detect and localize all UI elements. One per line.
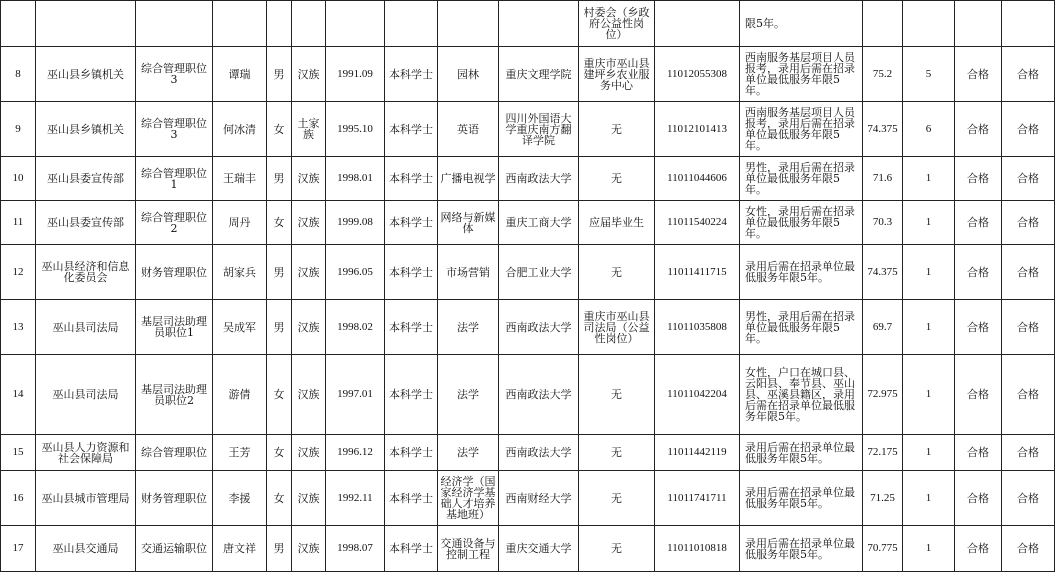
exam-number-cell: 11011442119 <box>655 435 740 471</box>
education-cell: 本科学士 <box>385 355 438 435</box>
education-cell: 本科学士 <box>385 47 438 102</box>
remark-cell: 录用后需在招录单位最低服务年限5年。 <box>740 245 863 300</box>
education-cell: 本科学士 <box>385 245 438 300</box>
candidate-name-cell <box>213 1 267 47</box>
physical-result-cell: 合格 <box>955 47 1002 102</box>
ethnicity-cell: 汉族 <box>292 201 326 245</box>
row-number-cell: 12 <box>1 245 36 300</box>
work-unit-cell: 无 <box>579 102 655 157</box>
rank-cell <box>903 1 955 47</box>
gender-cell: 男 <box>267 526 292 572</box>
unit-name-cell: 巫山县经济和信息化委员会 <box>36 245 136 300</box>
education-cell: 本科学士 <box>385 435 438 471</box>
education-cell: 本科学士 <box>385 526 438 572</box>
inspection-result-cell: 合格 <box>1002 102 1055 157</box>
total-score-cell: 70.3 <box>863 201 903 245</box>
total-score-cell: 72.975 <box>863 355 903 435</box>
education-cell: 本科学士 <box>385 102 438 157</box>
table-row <box>1 245 1055 300</box>
rank-cell: 1 <box>903 157 955 201</box>
table-row <box>1 471 1055 526</box>
major-cell: 法学 <box>438 355 499 435</box>
rank-cell: 1 <box>903 201 955 245</box>
ethnicity-cell: 汉族 <box>292 471 326 526</box>
row-number-cell: 17 <box>1 526 36 572</box>
ethnicity-cell: 汉族 <box>292 300 326 355</box>
remark-cell: 女性，录用后需在招录单位最低服务年限5年。 <box>740 201 863 245</box>
position-name-cell: 综合管理职位1 <box>136 157 213 201</box>
inspection-result-cell: 合格 <box>1002 245 1055 300</box>
unit-name-cell: 巫山县乡镇机关 <box>36 102 136 157</box>
rank-cell: 1 <box>903 355 955 435</box>
unit-name-cell: 巫山县人力资源和社会保障局 <box>36 435 136 471</box>
physical-result-cell: 合格 <box>955 102 1002 157</box>
ethnicity-cell: 汉族 <box>292 47 326 102</box>
gender-cell: 女 <box>267 201 292 245</box>
position-name-cell: 综合管理职位 <box>136 435 213 471</box>
unit-name-cell: 巫山县司法局 <box>36 355 136 435</box>
work-unit-cell: 无 <box>579 157 655 201</box>
birth-date-cell: 1995.10 <box>326 102 385 157</box>
major-cell: 广播电视学 <box>438 157 499 201</box>
rank-cell: 1 <box>903 300 955 355</box>
school-cell: 西南政法大学 <box>499 435 579 471</box>
row-number-cell: 11 <box>1 201 36 245</box>
work-unit-cell: 村委会（乡政府公益性岗位） <box>579 1 655 47</box>
major-cell <box>438 1 499 47</box>
table-row <box>1 355 1055 435</box>
inspection-result-cell: 合格 <box>1002 435 1055 471</box>
table-row <box>1 300 1055 355</box>
inspection-result-cell: 合格 <box>1002 355 1055 435</box>
ethnicity-cell: 汉族 <box>292 245 326 300</box>
major-cell: 网络与新媒体 <box>438 201 499 245</box>
unit-name-cell <box>36 1 136 47</box>
candidate-name-cell: 胡家兵 <box>213 245 267 300</box>
unit-name-cell: 巫山县交通局 <box>36 526 136 572</box>
birth-date-cell: 1997.01 <box>326 355 385 435</box>
exam-number-cell: 11011741711 <box>655 471 740 526</box>
total-score-cell <box>863 1 903 47</box>
inspection-result-cell: 合格 <box>1002 201 1055 245</box>
gender-cell: 女 <box>267 102 292 157</box>
physical-result-cell: 合格 <box>955 526 1002 572</box>
physical-result-cell: 合格 <box>955 355 1002 435</box>
exam-number-cell: 11011411715 <box>655 245 740 300</box>
row-number-cell: 13 <box>1 300 36 355</box>
table-row <box>1 526 1055 572</box>
total-score-cell: 71.25 <box>863 471 903 526</box>
ethnicity-cell: 汉族 <box>292 526 326 572</box>
birth-date-cell: 1992.11 <box>326 471 385 526</box>
exam-number-cell <box>655 1 740 47</box>
gender-cell <box>267 1 292 47</box>
school-cell: 重庆文理学院 <box>499 47 579 102</box>
inspection-result-cell: 合格 <box>1002 157 1055 201</box>
position-name-cell: 基层司法助理员职位2 <box>136 355 213 435</box>
work-unit-cell: 无 <box>579 355 655 435</box>
total-score-cell: 75.2 <box>863 47 903 102</box>
total-score-cell: 70.775 <box>863 526 903 572</box>
birth-date-cell: 1998.07 <box>326 526 385 572</box>
work-unit-cell: 应届毕业生 <box>579 201 655 245</box>
inspection-result-cell: 合格 <box>1002 471 1055 526</box>
work-unit-cell: 重庆市巫山县建坪乡农业服务中心 <box>579 47 655 102</box>
gender-cell: 女 <box>267 355 292 435</box>
position-name-cell: 财务管理职位 <box>136 245 213 300</box>
row-number-cell: 9 <box>1 102 36 157</box>
work-unit-cell: 无 <box>579 471 655 526</box>
rank-cell: 5 <box>903 47 955 102</box>
table-row <box>1 157 1055 201</box>
remark-cell: 西南服务基层项目人员报考，录用后需在招录单位最低服务年限5年。 <box>740 47 863 102</box>
candidate-name-cell: 王芳 <box>213 435 267 471</box>
inspection-result-cell: 合格 <box>1002 526 1055 572</box>
unit-name-cell: 巫山县城市管理局 <box>36 471 136 526</box>
education-cell <box>385 1 438 47</box>
gender-cell: 男 <box>267 47 292 102</box>
total-score-cell: 72.175 <box>863 435 903 471</box>
row-number-cell: 16 <box>1 471 36 526</box>
physical-result-cell: 合格 <box>955 471 1002 526</box>
candidate-name-cell: 吴成军 <box>213 300 267 355</box>
school-cell: 重庆交通大学 <box>499 526 579 572</box>
remark-cell: 限5年。 <box>740 1 863 47</box>
candidate-name-cell: 游倩 <box>213 355 267 435</box>
major-cell: 英语 <box>438 102 499 157</box>
exam-number-cell: 11012055308 <box>655 47 740 102</box>
school-cell: 合肥工业大学 <box>499 245 579 300</box>
table-row <box>1 1 1055 47</box>
physical-result-cell: 合格 <box>955 435 1002 471</box>
unit-name-cell: 巫山县委宣传部 <box>36 157 136 201</box>
birth-date-cell: 1996.05 <box>326 245 385 300</box>
row-number-cell <box>1 1 36 47</box>
major-cell: 法学 <box>438 300 499 355</box>
work-unit-cell: 无 <box>579 435 655 471</box>
remark-cell: 录用后需在招录单位最低服务年限5年。 <box>740 435 863 471</box>
gender-cell: 男 <box>267 245 292 300</box>
total-score-cell: 71.6 <box>863 157 903 201</box>
total-score-cell: 69.7 <box>863 300 903 355</box>
ethnicity-cell: 汉族 <box>292 435 326 471</box>
total-score-cell: 74.375 <box>863 245 903 300</box>
exam-number-cell: 11011540224 <box>655 201 740 245</box>
position-name-cell: 综合管理职位2 <box>136 201 213 245</box>
position-name-cell: 综合管理职位3 <box>136 47 213 102</box>
remark-cell: 女性，户口在城口县、云阳县、奉节县、巫山县、巫溪县籍区，录用后需在招录单位最低服务年限5年。 <box>740 355 863 435</box>
remark-cell: 录用后需在招录单位最低服务年限5年。 <box>740 526 863 572</box>
candidate-name-cell: 王瑞丰 <box>213 157 267 201</box>
table-row <box>1 201 1055 245</box>
exam-number-cell: 11011035808 <box>655 300 740 355</box>
physical-result-cell: 合格 <box>955 157 1002 201</box>
exam-number-cell: 11012101413 <box>655 102 740 157</box>
rank-cell: 1 <box>903 245 955 300</box>
candidate-name-cell: 唐文祥 <box>213 526 267 572</box>
exam-number-cell: 11011010818 <box>655 526 740 572</box>
ethnicity-cell: 汉族 <box>292 355 326 435</box>
major-cell: 法学 <box>438 435 499 471</box>
physical-result-cell <box>955 1 1002 47</box>
rank-cell: 6 <box>903 102 955 157</box>
exam-number-cell: 11011042204 <box>655 355 740 435</box>
candidate-name-cell: 周丹 <box>213 201 267 245</box>
school-cell: 西南财经大学 <box>499 471 579 526</box>
remark-cell: 西南服务基层项目人员报考，录用后需在招录单位最低服务年限5年。 <box>740 102 863 157</box>
inspection-result-cell <box>1002 1 1055 47</box>
education-cell: 本科学士 <box>385 471 438 526</box>
major-cell: 交通设备与控制工程 <box>438 526 499 572</box>
education-cell: 本科学士 <box>385 201 438 245</box>
inspection-result-cell: 合格 <box>1002 47 1055 102</box>
work-unit-cell: 无 <box>579 245 655 300</box>
gender-cell: 男 <box>267 157 292 201</box>
birth-date-cell: 1999.08 <box>326 201 385 245</box>
birth-date-cell: 1991.09 <box>326 47 385 102</box>
inspection-result-cell: 合格 <box>1002 300 1055 355</box>
rank-cell: 1 <box>903 435 955 471</box>
candidate-name-cell: 何冰清 <box>213 102 267 157</box>
major-cell: 经济学（国家经济学基础人才培养基地班） <box>438 471 499 526</box>
position-name-cell: 财务管理职位 <box>136 471 213 526</box>
unit-name-cell: 巫山县委宣传部 <box>36 201 136 245</box>
work-unit-cell: 重庆市巫山县司法局（公益性岗位） <box>579 300 655 355</box>
table-row <box>1 47 1055 102</box>
total-score-cell: 74.375 <box>863 102 903 157</box>
table-row <box>1 102 1055 157</box>
birth-date-cell: 1996.12 <box>326 435 385 471</box>
remark-cell: 录用后需在招录单位最低服务年限5年。 <box>740 471 863 526</box>
school-cell: 重庆工商大学 <box>499 201 579 245</box>
physical-result-cell: 合格 <box>955 245 1002 300</box>
candidate-name-cell: 李援 <box>213 471 267 526</box>
rank-cell: 1 <box>903 526 955 572</box>
school-cell <box>499 1 579 47</box>
gender-cell: 女 <box>267 471 292 526</box>
position-name-cell: 基层司法助理员职位1 <box>136 300 213 355</box>
position-name-cell <box>136 1 213 47</box>
rank-cell: 1 <box>903 471 955 526</box>
gender-cell: 男 <box>267 300 292 355</box>
birth-date-cell <box>326 1 385 47</box>
birth-date-cell: 1998.02 <box>326 300 385 355</box>
exam-number-cell: 11011044606 <box>655 157 740 201</box>
school-cell: 西南政法大学 <box>499 300 579 355</box>
school-cell: 西南政法大学 <box>499 157 579 201</box>
row-number-cell: 8 <box>1 47 36 102</box>
unit-name-cell: 巫山县乡镇机关 <box>36 47 136 102</box>
unit-name-cell: 巫山县司法局 <box>36 300 136 355</box>
row-number-cell: 15 <box>1 435 36 471</box>
ethnicity-cell: 汉族 <box>292 157 326 201</box>
row-number-cell: 14 <box>1 355 36 435</box>
remark-cell: 男性，录用后需在招录单位最低服务年限5年。 <box>740 157 863 201</box>
ethnicity-cell: 土家族 <box>292 102 326 157</box>
ethnicity-cell <box>292 1 326 47</box>
candidate-name-cell: 谭瑞 <box>213 47 267 102</box>
work-unit-cell: 无 <box>579 526 655 572</box>
birth-date-cell: 1998.01 <box>326 157 385 201</box>
physical-result-cell: 合格 <box>955 201 1002 245</box>
education-cell: 本科学士 <box>385 157 438 201</box>
position-name-cell: 交通运输职位 <box>136 526 213 572</box>
major-cell: 市场营销 <box>438 245 499 300</box>
position-name-cell: 综合管理职位3 <box>136 102 213 157</box>
school-cell: 西南政法大学 <box>499 355 579 435</box>
table-row <box>1 435 1055 471</box>
education-cell: 本科学士 <box>385 300 438 355</box>
gender-cell: 女 <box>267 435 292 471</box>
major-cell: 园林 <box>438 47 499 102</box>
remark-cell: 男性，录用后需在招录单位最低服务年限5年。 <box>740 300 863 355</box>
row-number-cell: 10 <box>1 157 36 201</box>
physical-result-cell: 合格 <box>955 300 1002 355</box>
school-cell: 四川外国语大学重庆南方翻译学院 <box>499 102 579 157</box>
